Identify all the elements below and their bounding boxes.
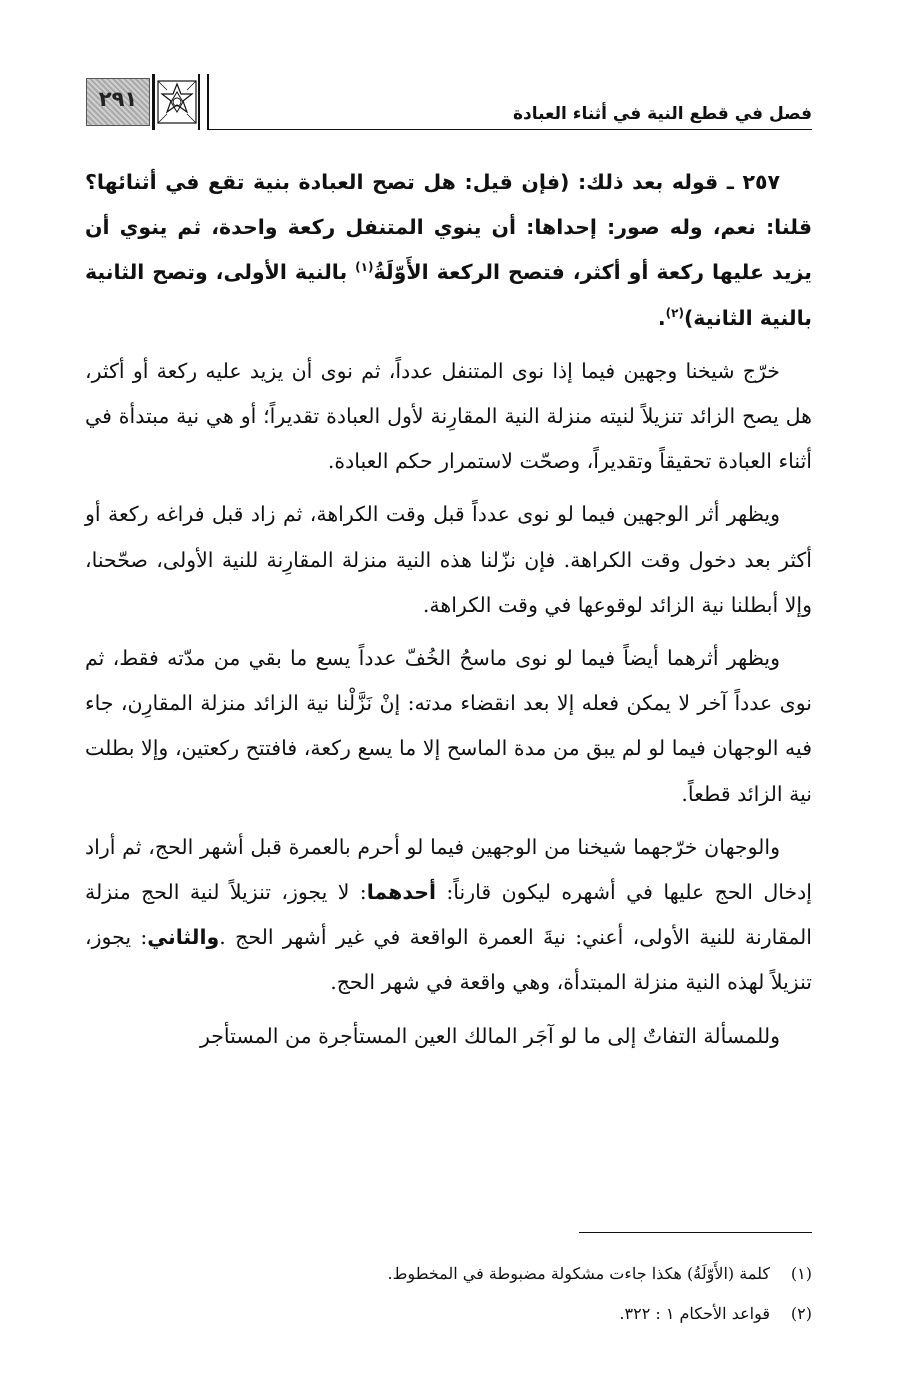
- header-rule: [208, 129, 812, 130]
- paragraph-4-part1: والوجهان خرّجهما شيخنا من الوجهين فيما لو أحرم بالعمرة قبل أشهر الحج، ثم أراد إدخال الحج عليها في أشهره ليكون قارناً:: [85, 834, 812, 905]
- footnote-rule: [579, 1232, 812, 1233]
- paragraph-4-part2: : لا يجوز، تنزيلاً لنية الحج منزلة المقارنة للنية الأولى، أعني: نيةَ العمرة الواقعة في غير أشهر الحج .: [85, 880, 812, 950]
- paragraph-4-part3: : يجوز، تنزيلاً لهذه النية منزلة المبتدأة، وهي واقعة في شهر الحج.: [85, 925, 812, 995]
- term-first: أحدهما: [366, 880, 437, 905]
- chapter-title: فصل في قطع النية في أثناء العبادة: [512, 104, 812, 124]
- paragraph-4: [85, 825, 812, 1006]
- footnote-1: [85, 1254, 812, 1294]
- quote-end: .: [657, 305, 666, 330]
- footnote-ref-2[interactable]: (٢): [665, 305, 684, 320]
- footnote-2: [85, 1294, 812, 1334]
- page-number-ornament: [86, 74, 202, 130]
- ornament-separator: [152, 74, 155, 130]
- geometric-star-ornament-icon: [157, 80, 197, 124]
- footnote-number: (١): [790, 1264, 812, 1283]
- page-number: ٢٩١: [98, 87, 138, 111]
- header-divider: [207, 74, 209, 130]
- paragraph-5: وللمسألة التفاتٌ إلى ما لو آجَر المالك العين المستأجرة من المستأجر: [199, 1023, 780, 1048]
- paragraph-1: خرّج شيخنا وجهين فيما إذا نوى المتنفل عدداً، ثم نوى أن يزيد عليه ركعة أو أكثر، هل يصح الزائد تنزيلاً لنيته منزلة النية المقارِنة لأول العبادة تقديراً؛ أو هي نية مبتدأة في أثناء العبادة تحقيقاً وتقديراً، وصحّت لاستمرار حكم العبادة.: [85, 358, 812, 474]
- term-second: والثاني: [147, 925, 220, 950]
- footnotes: [85, 1254, 812, 1334]
- page-number-box: [86, 78, 150, 126]
- footnote-text: قواعد الأحكام ١ : ٣٢٢.: [619, 1304, 770, 1323]
- quote-lead: ـ قوله بعد ذلك: (فإن قيل: هل تصح العبادة بنية تقع في أثنائها؟ قلنا: نعم، وله صور: إحداها: أن ينوي المتنفل ركعة واحدة، ثم ينوي أن يزيد عليها ركعة أو أكثر، فتصح الركعة الأَوّلَةُ: [85, 170, 812, 285]
- running-header: [86, 74, 812, 130]
- ornament-separator-right: [198, 74, 200, 130]
- paragraph-2: ويظهر أثر الوجهين فيما لو نوى عدداً قبل وقت الكراهة، ثم زاد قبل فراغه ركعة أو أكثر بعد دخول وقت الكراهة. فإن نزّلنا هذه النية منزلة المقارِنة للنية الأولى، صحّحنا، وإلا أبطلنا نية الزائد لوقوعها في وقت الكراهة.: [85, 502, 812, 617]
- main-text: [85, 160, 812, 1059]
- quoted-section: [85, 160, 812, 341]
- paragraph-3: ويظهر أثرهما أيضاً فيما لو نوى ماسحُ الخُفّ عدداً يسع ما بقي من مدّته فقط، ثم نوى عدداً آخر لا يمكن فعله إلا بعد انقضاء مدته: إنْ نَزَّلْنا نية الزائد منزلة المقارِن، جاء فيه الوجهان فيما لو لم يبق من مدة الماسح إلا ما يسع ركعة، فافتتح ركعتين، وإلا بطلت نية الزائد قطعاً.: [85, 646, 812, 806]
- footnote-ref-1[interactable]: (١): [355, 260, 374, 275]
- footnote-text: كلمة (الأَوّلَةُ) هكذا جاءت مشكولة مضبوطة في المخطوط.: [387, 1264, 770, 1283]
- quote-mid: بالنية الأولى، وتصح الثانية بالنية الثانية): [85, 260, 812, 330]
- footnote-number: (٢): [790, 1304, 812, 1323]
- section-number: ٢٥٧: [742, 170, 780, 194]
